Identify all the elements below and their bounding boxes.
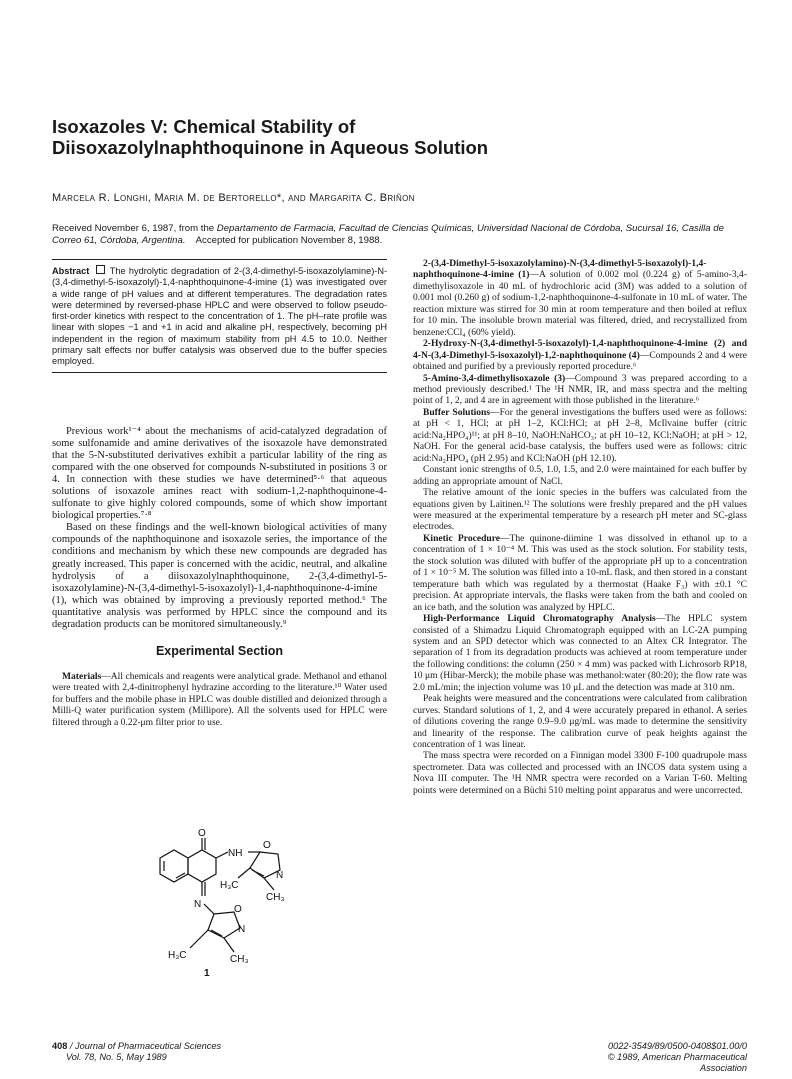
materials-text: —All chemicals and reagents were analytical grade. Methanol and ethanol were treated with 2,4-dinitrophenyl hydrazine according to the literature.¹⁰ Water used for buffers and the mobile phase in HPLC was double distilled and deionized through a Milli-Q water purification system (Millipore). All the solvents used for HPLC were filtered through a 0.22-μm filter prior to use. (52, 671, 387, 728)
paragraph: Peak heights were measured and the concentrations were calculated from calibration curves. Standard solutions of 1, 2, and 4 were accurately prepared in ethanol. A series of dilutions covering the range 0.9–9.0 μg/mL was made to determine the sensitivity and linearity of the response. The calibration curve of peak heights against the concentration of 1 was linear. (413, 693, 747, 751)
page-number: 408 (52, 1041, 68, 1051)
imine-nitrogen-label: N (194, 899, 202, 910)
right-column (413, 258, 747, 796)
ring-oxygen-label: O (263, 840, 271, 851)
title-line-1: Isoxazoles V: Chemical Stability of (52, 116, 356, 137)
article-code: 0022-3549/89/0500-0408$01.00/0 (608, 1041, 747, 1051)
methyl-label: CH₃ (266, 892, 285, 903)
methyl-label: CH₃ (230, 954, 249, 965)
title-line-2: Diisoxazolylnaphthoquinone in Aqueous Solution (52, 137, 489, 158)
paragraph: 5-Amino-3,4-dimethylisoxazole (3)—Compound 3 was prepared according to a method previously described.¹ The ¹H NMR, IR, and mass spectra and the melting point of 1, 2, and 4 are in agreement with those published in the literature.⁶ (413, 372, 747, 407)
paragraph: The mass spectra were recorded on a Finnigan model 3300 F-100 quadrupole mass spectrometer. Data was collected and processed with an INCOS data system using a Nova III computer. The ¹H NMR spectra were recorded on a Varian T-60. Melting points were determined on a Büchi 510 melting point apparatus and were uncorrected. (413, 750, 747, 796)
intro-paragraph: Based on these findings and the well-known biological activities of many compounds of the naphthoquinone and isoxazole series, the importance of the conditions and mechanism by which these new compounds are degraded has greatly increased. This paper is concerned with the acidic, neutral, and alkaline hydrolysis of a diisoxazolylnaphthoquinone, 2-(3,4-dimethyl-5-isoxazolylamine)-N-(3,4-dimethyl-5-isoxazolyl)-1,4-naphthoquinone-4-imine (1), which was obtained by improving a previously reported method.⁶ The quantitative analysis was performed by HPLC since the compound and its degradation products can be monitored simultaneously.⁹ (52, 522, 387, 630)
paper-title (52, 116, 612, 158)
intro-paragraph: Previous work¹⁻⁴ about the mechanisms of acid-catalyzed degradation of some sulfonamide and amine derivatives of the isoxazole have demonstrated that the 5-N-substituted derivatives exhibit a particular lability of the ring as compared with the one observed for compounds N-substituted in positions 3 or 4. In connection with these studies we have determined⁵·⁶ that aqueous solutions of isoxazole amines react with sodium-1,2-naphthoquinone-4-sulfonate to give highly colored compounds, some of which show important biological properties.⁷·⁸ (52, 426, 387, 522)
materials-paragraph (52, 671, 387, 728)
materials-head: Materials (62, 671, 102, 682)
journal-name: / Journal of Pharmaceutical Sciences (67, 1041, 222, 1051)
abstract-text: The hydrolytic degradation of 2-(3,4-dimethyl-5-isoxazolylamine)-N-(3,4-dimethyl-5-isoxazolyl)-1,4-naphthoquinone-4-imine (1) was investigated over a wide range of pH values and at different temperatures. The degradation rates were determined by reversed-phase HPLC and were observed to follow pseudo-first-order kinetics with respect to the concentration of 1. The pH–rate profile was linear with slopes −1 and +1 in acid and alkaline pH, respectively, becoming pH independent in the region of maximum stability from pH 4.5 to 10.0. Neither primary salt effects nor buffer catalysis was observed due to the buffer species employed. (52, 266, 388, 367)
chemical-structure (138, 816, 298, 1024)
journal-footer (52, 1041, 221, 1063)
ring-nitrogen-label: N (276, 870, 284, 881)
oxo-label: O (198, 828, 206, 839)
author-list: Marcela R. Longhi, Maria M. de Bertorello*, and Margarita C. Briñon (52, 192, 415, 204)
ring-oxygen-label: O (234, 904, 242, 915)
paragraph: Kinetic Procedure—The quinone-diimine 1 was dissolved in ethanol up to a concentration of 1 × 10⁻⁴ M. This was used as the stock solution. For stability tests, the stock solution was diluted with buffer of the appropriate pH up to a concentration of 1 × 10⁻⁵ M. The solution was filled into a 10-mL flask, and then stored in a constant temperature bath which was regulated by a thermostat (Haake F₃) with ±0.1 °C precision. At appropriate intervals, the flasks were taken from the bath and cooled on an ice bath, and the solution was analyzed by HPLC. (413, 532, 747, 613)
structure-drawing (138, 816, 298, 1024)
received-note (52, 223, 752, 246)
paragraph: Buffer Solutions—For the general investigations the buffers used were as follows: at pH < 1, HCl; at pH 1–2, KCl:HCl; at pH 2–8, McIlvaine buffer (citric acid:Na₂HPO₄)¹¹; at pH 8–10, NaOH:NaHCO₃; at pH 10–12, KCl:NaOH; at pH > 12, NaOH. For the general acid-base catalysis, the buffers used were as follows: citric acid:Na₂HPO₄ (pH 2.95) and KCl:NaOH (pH 12.10). (413, 406, 747, 464)
abstract-label: Abstract (52, 266, 90, 276)
section-heading: Experimental Section (155, 644, 284, 658)
institution: Departamento de Farmacia, Facultad de Ciencias Químicas, Universidad Nacional de Córdoba, Sucursal 16, Casilla de Correo 61, Córdoba, Argentina. (52, 223, 724, 246)
compound-number: 1 (204, 968, 210, 979)
paragraph: The relative amount of the ionic species in the buffers was calculated from the equations given by Laitinen.¹² The solutions were freshly prepared and the pH values were measured at the experimental temperature by a research pH meter and SC-glass electrodes. (413, 487, 747, 533)
accepted-date: Accepted for publication November 8, 1988. (195, 234, 383, 246)
paragraph: High-Performance Liquid Chromatography Analysis—The HPLC system consisted of a Shimadzu Liquid Chromatograph equipped with an LC-2A pumping system and an SPD detector which was connected to an Altex CR Integrator. The separation of 1 from its degradation products was achieved at room temperature under the following conditions: the column (250 × 4 mm) was packed with Lichrosorb RP18, 10 μm (Hibar-Merck); the mobile phase was methanol:water (80:20); the flow rate was 2.0 mL/min; the injection volume was 10 μL and the detection was made at 310 nm. (413, 613, 747, 693)
copyright: © 1989, American Pharmaceutical Association (607, 1052, 747, 1073)
amine-label: NH (228, 848, 243, 859)
paragraph: Constant ionic strengths of 0.5, 1.0, 1.5, and 2.0 were maintained for each buffer by adding an appropriate amount of NaCl. (413, 464, 747, 487)
abstract-box (52, 259, 387, 373)
methyl-label: H₃C (168, 950, 187, 961)
checkbox-icon (96, 265, 105, 274)
copyright-footer (560, 1041, 747, 1074)
received-date: Received November 6, 1987, from the (52, 223, 217, 234)
introduction (52, 426, 387, 631)
methyl-label: H₃C (220, 880, 239, 891)
volume-info: Vol. 78, No. 5, May 1989 (66, 1052, 167, 1062)
paragraph: 2-Hydroxy-N-(3,4-dimethyl-5-isoxazolyl)-1,4-naphthoquinone-4-imine (2) and 4-N-(3,4-Dimethyl-5-isoxazolyl)-1,2-naphthoquinone (4)—Compounds 2 and 4 were obtained and purified by a previously reported procedure.⁶ (413, 338, 748, 373)
ring-nitrogen-label: N (238, 924, 246, 935)
paragraph: 2-(3,4-Dimethyl-5-isoxazolylamino)-N-(3,4-dimethyl-5-isoxazolyl)-1,4-naphthoquinone-4-imine (1)—A solution of 0.002 mol (0.224 g) of 5-amino-3,4-dimethylisoxazole in 40 mL of hydrochloric acid (3M) was added to a solution of 0.001 mol (0.260 g) of sodium-1,2-naphthoquinone-4-sulfonate in 10 mL of water. The reaction mixture was stirred for 30 min at room temperature and then boiled at reflux for 10 min. The insoluble brown material was filtered, dried, and recrystallized from benzene:CCl₄ (60% yield). (413, 258, 748, 338)
